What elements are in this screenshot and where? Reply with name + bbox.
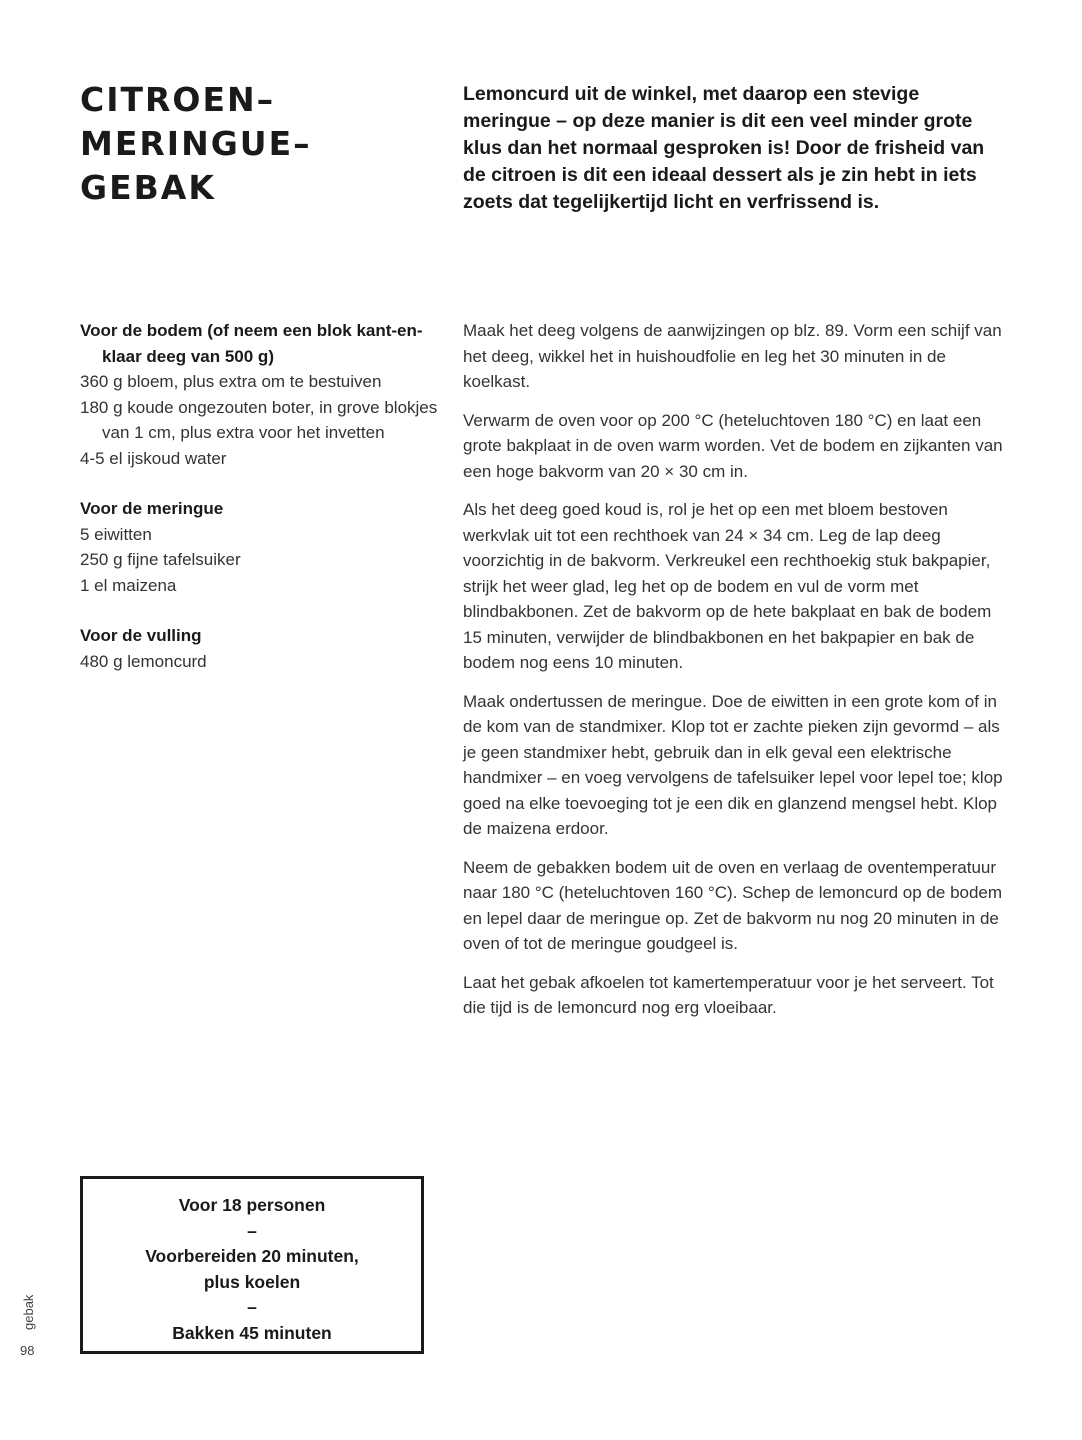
separator-dash: – xyxy=(247,1220,257,1241)
prep-time-note: plus koelen xyxy=(203,1271,301,1292)
ingredient-item: 1 el maizena xyxy=(80,575,177,595)
ingredient-heading: Voor de bodem (of neem een blok kant-en-klaar deeg van 500 g) xyxy=(80,321,423,366)
ingredient-item: 250 g fijne tafelsuiker xyxy=(80,550,241,569)
servings-text: Voor 18 personen xyxy=(178,1195,326,1215)
method-paragraph: Neem de gebakken bodem uit de oven en verlaag de oventemperatuur naar 180 °C (heteluchtoven 160 °C). Schep de lemoncurd op de bodem en lepel daar de meringue op. Zet de bakvorm nu nog 20 minuten in de oven of tot de meringue goudgeel is. xyxy=(463,857,1003,953)
method-paragraph: Laat het gebak afkoelen tot kamertemperatuur voor je het serveert. Tot die tijd is de lemoncurd nog erg vloeibaar. xyxy=(463,972,994,1017)
method-paragraph: Maak het deeg volgens de aanwijzingen op blz. 89. Vorm een schijf van het deeg, wikkel het in huishoudfolie en leg het 30 minuten in de koelkast. xyxy=(463,321,1002,391)
bake-time-text: Bakken 45 minuten xyxy=(172,1322,332,1343)
ingredient-item: 480 g lemoncurd xyxy=(80,651,207,671)
ingredient-item: 5 eiwitten xyxy=(80,524,152,544)
method-paragraph: Als het deeg goed koud is, rol je het op een met bloem bestoven werkvlak uit tot een rechthoek van 24 × 34 cm. Leg de lap deeg voorzichtig in de bakvorm. Verkreukel een rechthoekig stuk bakpapier, strijk het weer glad, leg het op de bodem en vul de vorm met blindbakbonen. Zet de bakvorm op de hete bakplaat en bak de bodem 15 minuten, verwijder de blindbakbonen en het bakpapier en bak de bodem nog eens 10 minuten. xyxy=(463,500,992,672)
recipe-info-box xyxy=(80,1176,424,1354)
title-line: CITROEN– xyxy=(80,80,276,119)
method-paragraph: Verwarm de oven voor op 200 °C (heteluchtoven 180 °C) en laat een grote bakplaat in de oven warm worden. Vet de bodem en zijkanten van een hoge bakvorm van 20 × 30 cm in. xyxy=(463,410,1003,481)
ingredient-heading: Voor de meringue xyxy=(80,499,224,518)
method-steps xyxy=(463,318,1008,1034)
ingredient-item: 4-5 el ijskoud water xyxy=(80,448,227,468)
ingredient-group-meringue xyxy=(80,496,450,598)
ingredient-group-vulling xyxy=(80,623,450,674)
recipe-intro: Lemoncurd uit de winkel, met daarop een stevige meringue – op deze manier is dit een veel minder grote klus dan het normaal gesproken is! Door de frisheid van de citroen is dit een ideaal dessert als je zin hebt in iets zoets dat tegelijkertijd licht en verfrissend is. xyxy=(463,83,985,213)
ingredient-group-bodem xyxy=(80,318,450,471)
prep-time-text: Voorbereiden 20 minuten, xyxy=(145,1246,359,1266)
separator-dash: – xyxy=(247,1297,257,1317)
recipe-title xyxy=(80,78,312,210)
ingredient-heading: Voor de vulling xyxy=(80,626,202,645)
page-number: 98 xyxy=(20,1343,35,1358)
title-line: MERINGUE– xyxy=(80,124,312,163)
method-paragraph: Maak ondertussen de meringue. Doe de eiwitten in een grote kom of in de kom van de standmixer. Klop tot er zachte pieken zijn gevormd – als je geen standmixer hebt, gebruik dan in elk geval een elektrische handmixer – en voeg vervolgens de tafelsuiker lepel voor lepel toe; klop goed na elke toevoeging tot je een dik en glanzend mengsel hebt. Klop de maizena erdoor. xyxy=(463,691,1003,838)
ingredient-item: 180 g koude ongezouten boter, in grove blokjes van 1 cm, plus extra voor het invetten xyxy=(80,397,438,442)
ingredients-list xyxy=(80,318,450,699)
ingredient-item: 360 g bloem, plus extra om te bestuiven xyxy=(80,372,382,391)
title-line: GEBAK xyxy=(80,168,216,207)
section-label-text: gebak xyxy=(21,1294,36,1330)
section-label xyxy=(21,1280,41,1330)
